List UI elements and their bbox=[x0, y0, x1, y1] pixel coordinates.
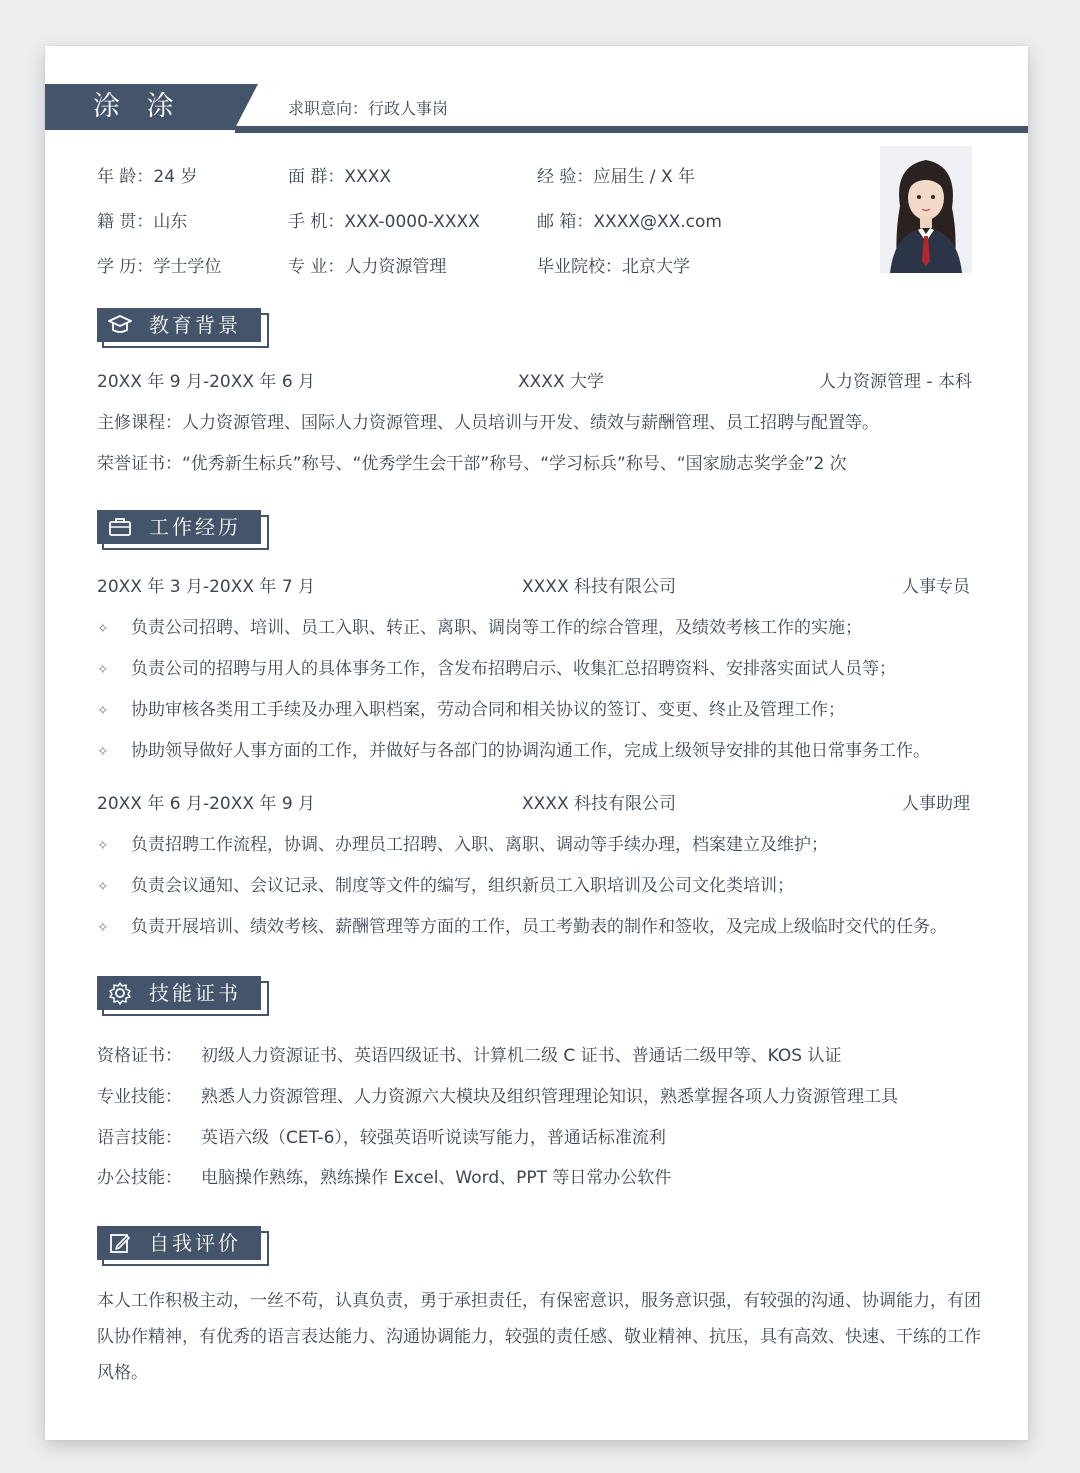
section-title-work: 工作经历 bbox=[149, 515, 241, 539]
section-header-education bbox=[97, 308, 269, 348]
info-experience: 经 验：应届生 / X 年 bbox=[537, 167, 695, 187]
job-1-bullet: ✧ 协助领导做好人事方面的工作，并做好与各部门的协调沟通工作，完成上级领导安排的其他日常事务工作。 bbox=[97, 741, 930, 761]
briefcase-icon bbox=[107, 515, 133, 539]
info-email: 邮 箱：XXXX@XX.com bbox=[537, 212, 722, 232]
edu-major: 人力资源管理 - 本科 bbox=[819, 372, 972, 392]
job-1-period: 20XX 年 3 月-20XX 年 7 月 bbox=[97, 577, 316, 597]
info-degree: 学 历：学士学位 bbox=[97, 257, 222, 277]
diamond-star-icon: ✧ bbox=[97, 703, 109, 719]
job-2-bullet: ✧ 负责开展培训、绩效考核、薪酬管理等方面的工作，员工考勤表的制作和签收，及完成上级临时交代的任务。 bbox=[97, 917, 947, 937]
info-school: 毕业院校：北京大学 bbox=[537, 257, 690, 277]
diamond-star-icon: ✧ bbox=[97, 744, 109, 760]
self-eval-text: 本人工作积极主动，一丝不苟，认真负责，勇于承担责任，有保密意识，服务意识强，有较强的沟通、协调能力，有团队协作精神，有优秀的语言表达能力、沟通协调能力，较强的责任感、敬业精神、抗压，具有高效、快速、干练的工作风格。 bbox=[97, 1291, 981, 1383]
edit-icon bbox=[107, 1231, 133, 1255]
job-2-position: 人事助理 bbox=[902, 794, 970, 814]
section-header-self-eval bbox=[97, 1226, 269, 1266]
edu-honors: 荣誉证书：“优秀新生标兵”称号、“优秀学生会干部”称号、“学习标兵”称号、“国家励志奖学金”2 次 bbox=[97, 454, 847, 474]
section-title-self-eval: 自我评价 bbox=[149, 1231, 241, 1255]
skill-row: 办公技能： 电脑操作熟练，熟练操作 Excel、Word、PPT 等日常办公软件 bbox=[97, 1168, 672, 1188]
job-1-bullet: ✧ 协助审核各类用工手续及办理入职档案，劳动合同和相关协议的签订、变更、终止及管理工作； bbox=[97, 700, 845, 720]
job-2-bullet: ✧ 负责会议通知、会议记录、制度等文件的编写，组织新员工入职培训及公司文化类培训； bbox=[97, 876, 794, 896]
name-banner bbox=[45, 84, 235, 130]
section-title-education: 教育背景 bbox=[149, 313, 241, 337]
section-header-skills bbox=[97, 976, 269, 1016]
job-2-bullet: ✧ 负责招聘工作流程，协调、办理员工招聘、入职、离职、调动等手续办理，档案建立及维护； bbox=[97, 835, 828, 855]
diamond-star-icon: ✧ bbox=[97, 920, 109, 936]
gear-icon bbox=[107, 981, 133, 1005]
diamond-star-icon: ✧ bbox=[97, 662, 109, 678]
skill-row: 资格证书： 初级人力资源证书、英语四级证书、计算机二级 C 证书、普通话二级甲等、KOS 认证 bbox=[97, 1046, 842, 1066]
candidate-name: 涂 涂 bbox=[93, 91, 183, 122]
skill-row: 语言技能： 英语六级（CET-6），较强英语听说读写能力，普通话标准流利 bbox=[97, 1128, 666, 1148]
job-1-position: 人事专员 bbox=[902, 577, 970, 597]
job-intent: 求职意向：行政人事岗 bbox=[288, 99, 449, 118]
header-rule bbox=[235, 126, 1028, 133]
job-2-company: XXXX 科技有限公司 bbox=[522, 794, 676, 814]
section-header-work bbox=[97, 510, 269, 550]
name-banner-tail bbox=[234, 84, 258, 130]
resume-page bbox=[45, 46, 1028, 1440]
info-political: 面 群：XXXX bbox=[288, 167, 391, 187]
info-origin: 籍 贯：山东 bbox=[97, 212, 188, 232]
profile-photo bbox=[880, 146, 972, 273]
job-1-bullet: ✧ 负责公司招聘、培训、员工入职、转正、离职、调岗等工作的综合管理，及绩效考核工作的实施； bbox=[97, 618, 862, 638]
job-2-period: 20XX 年 6 月-20XX 年 9 月 bbox=[97, 794, 316, 814]
info-major: 专 业：人力资源管理 bbox=[288, 257, 447, 277]
edu-courses: 主修课程：人力资源管理、国际人力资源管理、人员培训与开发、绩效与薪酬管理、员工招聘与配置等。 bbox=[97, 413, 879, 433]
section-title-skills: 技能证书 bbox=[149, 981, 241, 1005]
diamond-star-icon: ✧ bbox=[97, 879, 109, 895]
info-phone: 手 机：XXX-0000-XXXX bbox=[288, 212, 480, 232]
diamond-star-icon: ✧ bbox=[97, 838, 109, 854]
graduation-cap-icon bbox=[107, 313, 133, 337]
job-1-bullet: ✧ 负责公司的招聘与用人的具体事务工作，含发布招聘启示、收集汇总招聘资料、安排落实面试人员等； bbox=[97, 659, 896, 679]
job-1-company: XXXX 科技有限公司 bbox=[522, 577, 676, 597]
edu-school: XXXX 大学 bbox=[518, 372, 604, 392]
info-age: 年 龄：24 岁 bbox=[97, 167, 198, 187]
edu-period: 20XX 年 9 月-20XX 年 6 月 bbox=[97, 372, 316, 392]
skill-row: 专业技能： 熟悉人力资源管理、人力资源六大模块及组织管理理论知识，熟悉掌握各项人力资源管理工具 bbox=[97, 1087, 898, 1107]
diamond-star-icon: ✧ bbox=[97, 621, 109, 637]
